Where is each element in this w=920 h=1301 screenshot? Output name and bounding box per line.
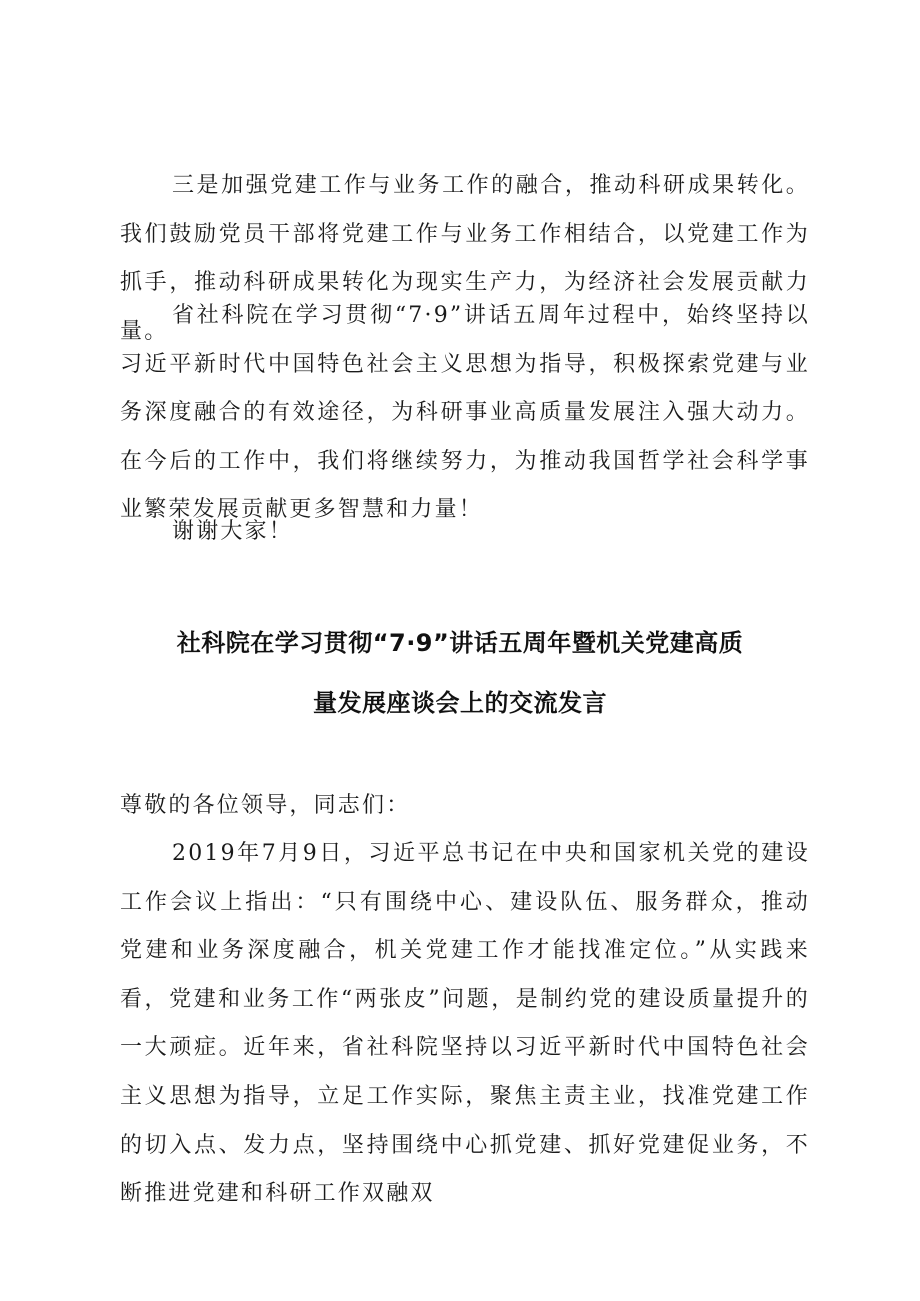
speech-title-line-2: 量发展座谈会上的交流发言 [313, 689, 607, 717]
paragraph-thanks: 谢谢大家！ [172, 519, 294, 544]
speech-title-line-1: 社科院在学习贯彻“7·9”讲话五周年暨机关党建高质 [176, 629, 744, 657]
paragraph-party-business-integration: 三是加强党建工作与业务工作的融合，推动科研成果转化。我们鼓励党员干部将党建工作与业务工作相结合，以党建工作为抓手，推动科研成果转化为现实生产力，为经济社会发展贡献力量。 [120, 173, 810, 344]
paragraph-opening: 2019年7月9日，习近平总书记在中央和国家机关党的建设工作会议上指出：“只有围绕中心、建设队伍、服务群众，推动党建和业务深度融合，机关党建工作才能找准定位。”从实践来看，党建和业务工作“两张皮”问题，是制约党的建设质量提升的一大顽症。近年来，省社科院坚持以习近平新时代中国特色社会主义思想为指导，立足工作实际，聚焦主责主业，找准党建工作的切入点、发力点，坚持围绕中心抓党建、抓好党建促业务，不断推进党建和科研工作双融双 [120, 841, 810, 1207]
salutation: 尊敬的各位领导，同志们： [120, 793, 411, 818]
paragraph-academy-summary: 省社科院在学习贯彻“7·9”讲话五周年过程中，始终坚持以习近平新时代中国特色社会主义思想为指导，积极探索党建与业务深度融合的有效途径，为科研事业高质量发展注入强大动力。在今后的工作中，我们将继续努力，为推动我国哲学社会科学事业繁荣发展贡献更多智慧和力量！ [120, 303, 810, 523]
